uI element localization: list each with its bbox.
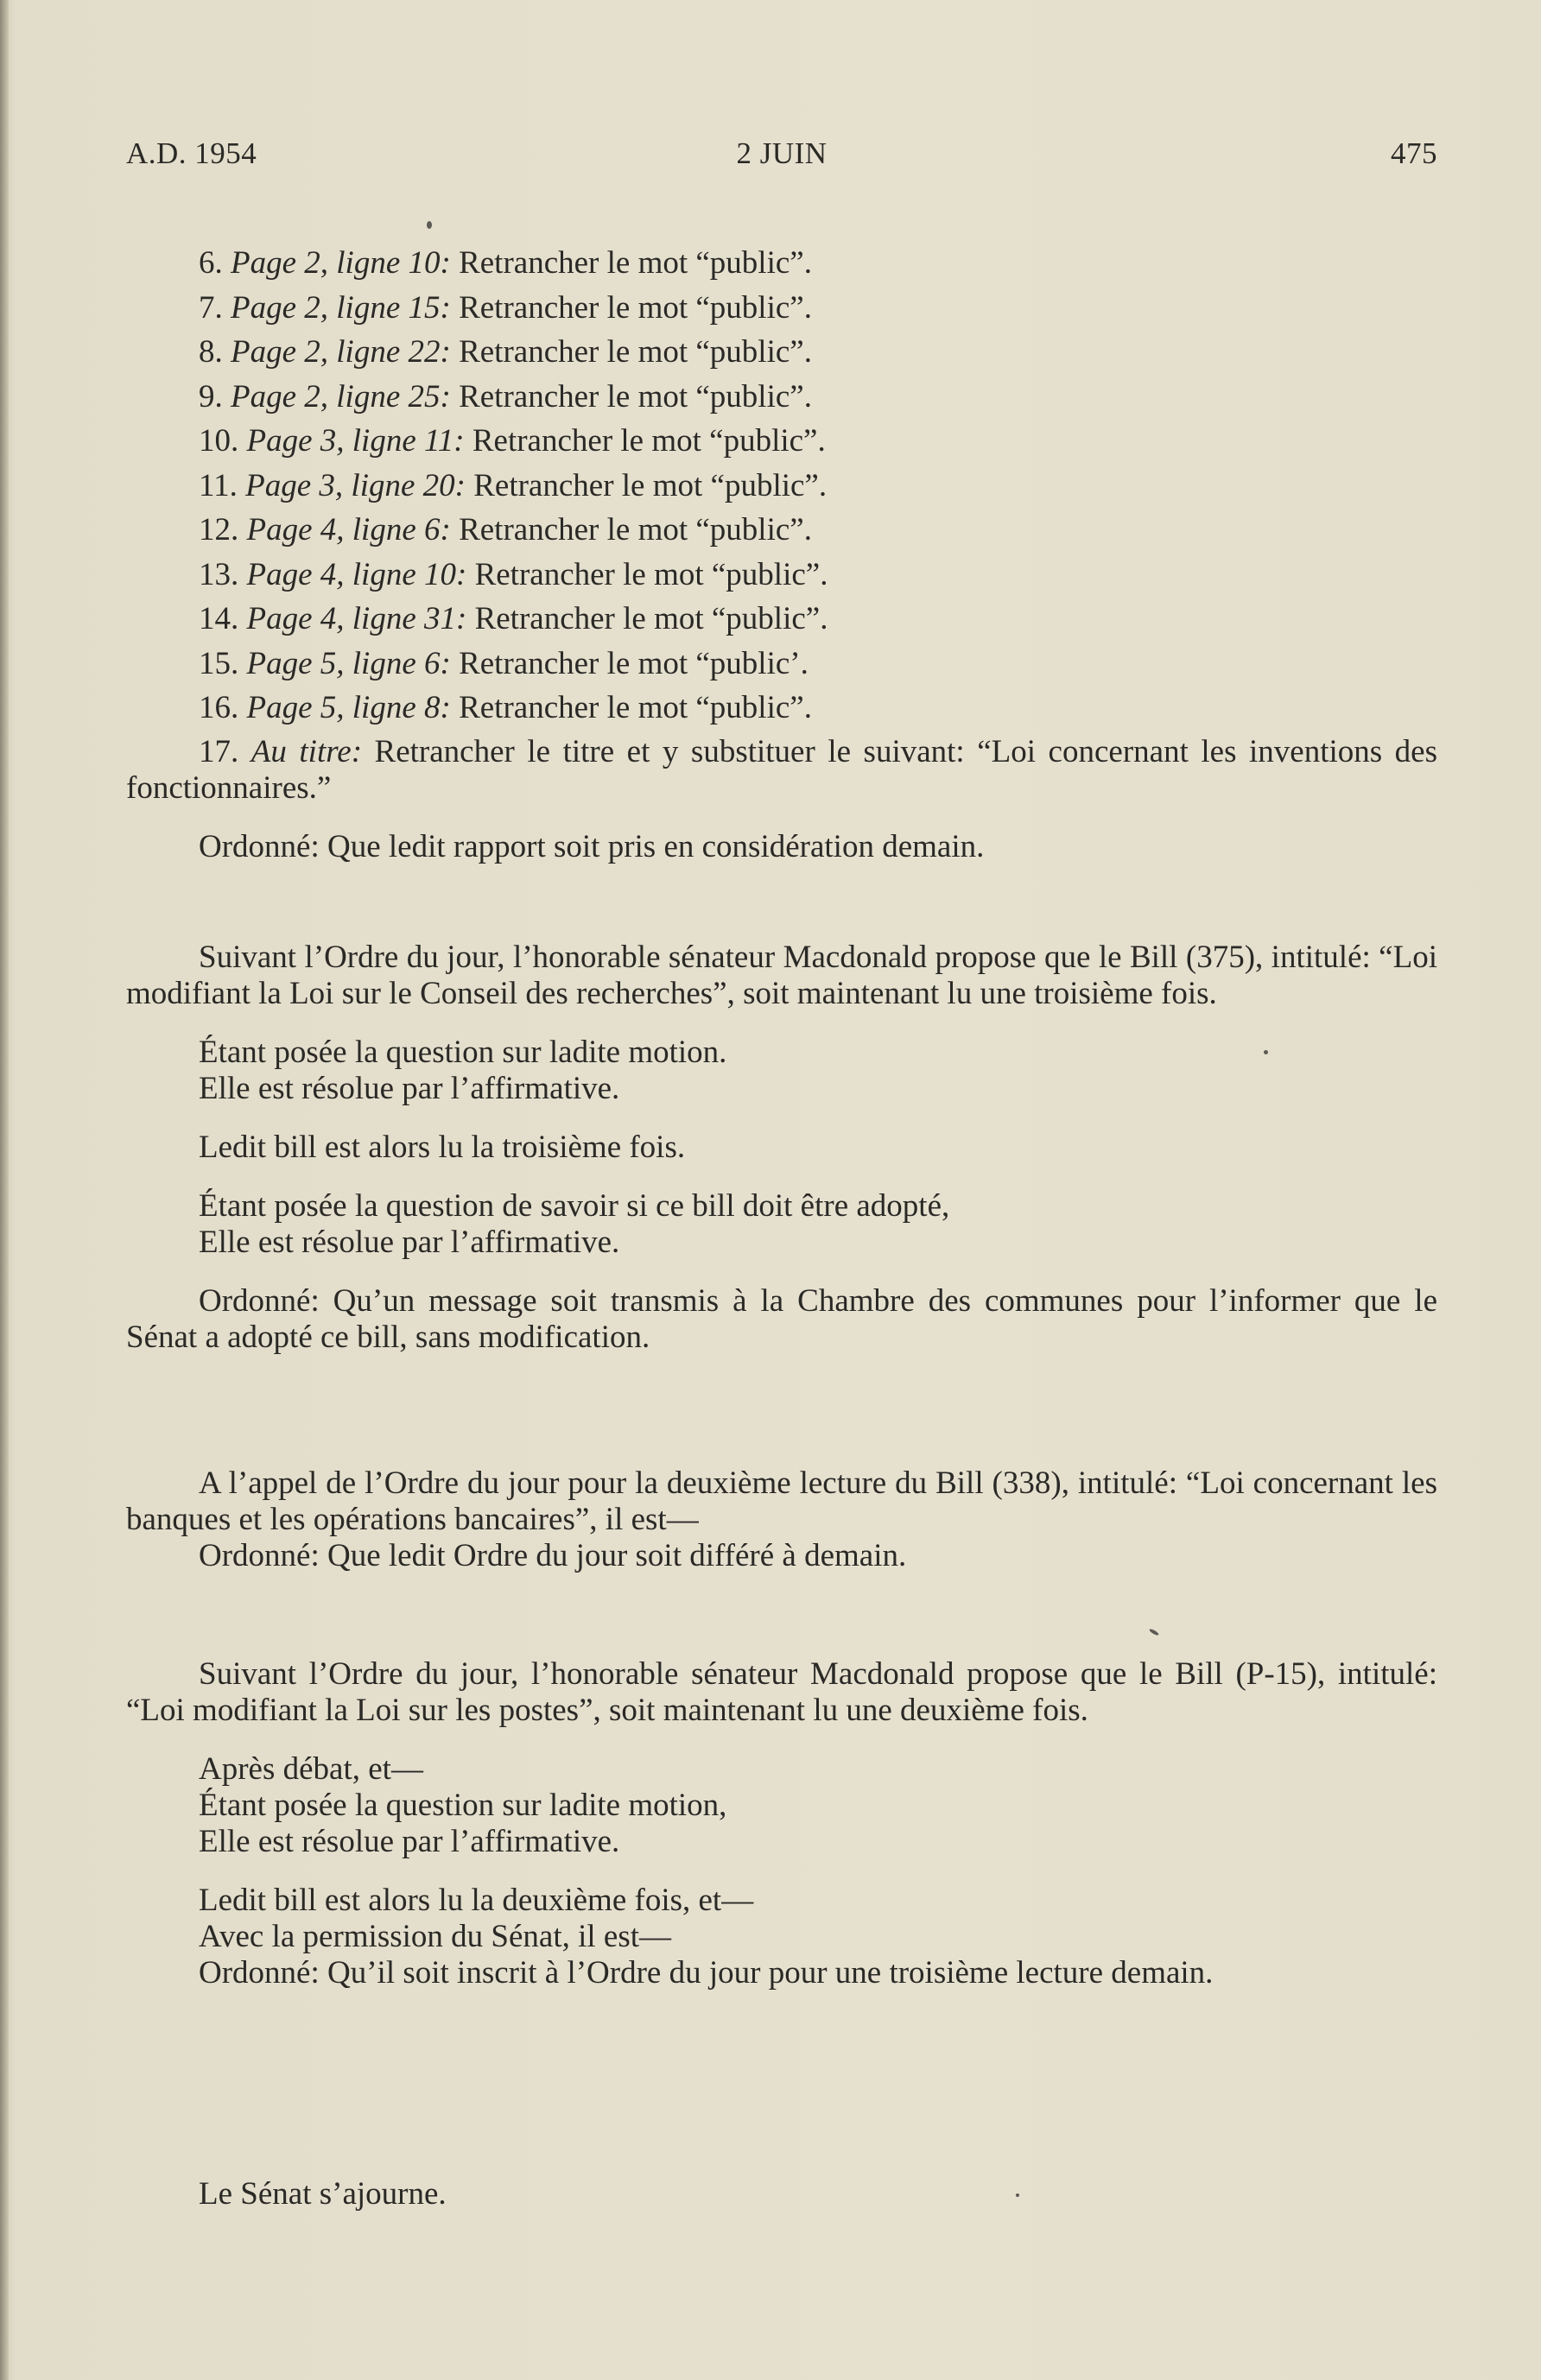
section-third-reading [126,940,1437,1356]
list-item-title-amendment: 17. Au titre: Retrancher le titre et y substituer le suivant: “Loi concernant les inventions des fonctionnaires.” [126,733,1437,806]
page-number: 475 [1391,136,1437,170]
list-item: 8. Page 2, ligne 22: Retrancher le mot “public”. [199,334,812,370]
list-item: 7. Page 2, ligne 15: Retrancher le mot “public”. [199,289,812,326]
motion-paragraph: Suivant l’Ordre du jour, l’honorable sénateur Macdonald propose que le Bill (375), intitulé: “Loi modifiant la Loi sur le Conseil des recherches”, soit maintenant lu une troisième fois. [126,940,1437,1011]
result-line: Elle est résolue par l’affirmative. [199,1824,620,1859]
permission-line: Avec la permission du Sénat, il est— [199,1919,672,1954]
list-item: 12. Page 4, ligne 6: Retrancher le mot “public”. [199,512,812,548]
question-line: Étant posée la question sur ladite motion. [199,1035,727,1070]
running-header [126,136,1437,174]
ink-speck [1016,2193,1019,2197]
reading-line: Ledit bill est alors lu la troisième fois. [199,1130,686,1165]
list-item: 10. Page 3, ligne 11: Retrancher le mot “public”. [199,423,826,459]
result-line: Elle est résolue par l’affirmative. [199,1225,620,1260]
list-item: 15. Page 5, ligne 6: Retrancher le mot “public’. [199,645,809,681]
ink-speck [1264,1050,1268,1054]
list-item: 14. Page 4, ligne 31: Retrancher le mot “public”. [199,601,828,636]
list-item: 6. Page 2, ligne 10: Retrancher le mot “public”. [199,245,812,281]
amendment-list [126,241,1437,807]
order-paragraph: Ordonné: Qu’un message soit transmis à la Chambre des communes pour l’informer que le Sénat a adopté ce bill, sans modification. [126,1283,1437,1355]
question-line: Étant posée la question sur ladite motion, [199,1788,727,1823]
motion-paragraph: Suivant l’Ordre du jour, l’honorable sénateur Macdonald propose que le Bill (P-15), intitulé: “Loi modifiant la Loi sur les postes”, soit maintenant lu une deuxième fois. [126,1656,1437,1728]
list-item: 9. Page 2, ligne 25: Retrancher le mot “public”. [199,378,812,415]
binding-edge [0,0,9,2380]
list-item: 11. Page 3, ligne 20: Retrancher le mot “public”. [199,467,828,503]
header-date: 2 JUIN [736,136,828,170]
order-line: Ordonné: Que ledit Ordre du jour soit différé à demain. [199,1538,907,1573]
question-line: Étant posée la question de savoir si ce bill doit être adopté, [199,1188,950,1224]
result-line: Elle est résolue par l’affirmative. [199,1071,620,1106]
section-bank-bill [126,1465,1437,1574]
list-item: 16. Page 5, ligne 8: Retrancher le mot “public”. [199,690,812,725]
motion-paragraph: A l’appel de l’Ordre du jour pour la deuxième lecture du Bill (338), intitulé: “Loi concernant les banques et les opérations bancaires”, il est— [126,1465,1437,1537]
order-report: Ordonné: Que ledit rapport soit pris en considération demain. [199,829,985,864]
ink-speck [427,221,432,229]
order-paragraph: Ordonné: Qu’il soit inscrit à l’Ordre du jour pour une troisième lecture demain. [199,1955,1214,1991]
list-item: 13. Page 4, ligne 10: Retrancher le mot “public”. [199,556,828,592]
reading-line: Ledit bill est alors lu la deuxième fois, et— [199,1883,754,1918]
section-second-reading [126,1656,1437,1991]
closing-line: Le Sénat s’ajourne. [199,2176,447,2212]
debate-line: Après débat, et— [199,1751,423,1787]
header-year: A.D. 1954 [126,136,257,170]
